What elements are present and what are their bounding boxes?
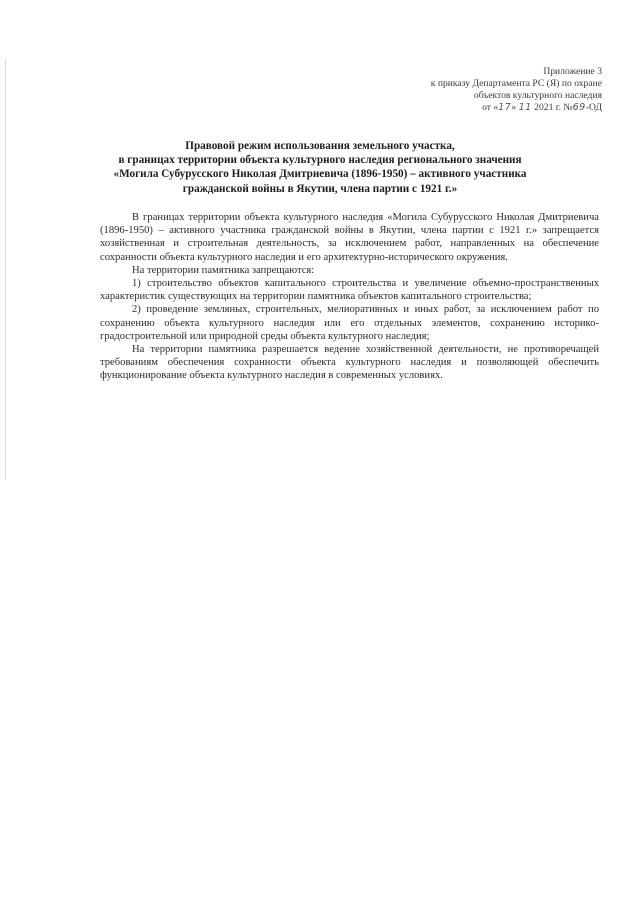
appendix-order-number: 69 <box>572 102 586 113</box>
appendix-line-4 <box>352 102 602 114</box>
title-line-3: «Могила Субурусского Николая Дмитриевича (1896-1950) – активного участника <box>113 168 527 181</box>
title-line-4: гражданской войны в Якутии, члена партии с 1921 г.» <box>182 182 458 195</box>
paragraph-prohibition-1: 1) строительство объектов капитального строительства и увеличение объемно-пространственных характеристик существующих на территории памятника объектов капитального строительства; <box>100 278 599 303</box>
scan-edge-marks <box>5 60 7 480</box>
appendix-date-mid: » <box>511 102 519 113</box>
appendix-header <box>352 66 602 114</box>
appendix-date-prefix: от « <box>482 102 499 113</box>
appendix-date-day: 17 <box>498 102 512 113</box>
appendix-line-3: объектов культурного наследия <box>473 90 602 101</box>
paragraph-prohibitions-intro: На территории памятника запрещаются: <box>132 264 315 276</box>
paragraph-prohibition-2: 2) проведение земляных, строительных, мелиоративных и иных работ, за исключением работ по сохранению объекта культурного наследия или его отдельных элементов, сохранению историко-градостроительной или природной среды объекта культурного наследия; <box>100 304 599 342</box>
appendix-line-1: Приложение 3 <box>543 66 602 77</box>
appendix-line-2: к приказу Департамента РС (Я) по охране <box>430 78 602 89</box>
document-title <box>95 139 545 196</box>
appendix-order-suffix: -ОД <box>585 102 602 113</box>
paragraph-territory-boundaries: В границах территории объекта культурного наследия «Могила Субурусского Николая Дмитриевича (1896-1950) – активного участника гражданской войны в Якутии, члена партии с 1921 г.» запрещается хозяйственная и строительная деятельность, за исключением работ, направленных на обеспечение сохранности объекта культурного наследия и его архитектурно-исторического окружения. <box>100 212 599 263</box>
paragraph-permitted-activity: На территории памятника разрешается ведение хозяйственной деятельности, не противоречащей требованиям обеспечения сохранности объекта культурного наследия и позволяющей обеспечить функционирование объекта культурного наследия в современных условиях. <box>100 344 599 382</box>
appendix-date-year: 2021 г. № <box>531 102 573 113</box>
document-body <box>100 211 599 383</box>
title-line-1: Правовой режим использования земельного участка, <box>185 140 455 152</box>
appendix-date-month: 11 <box>518 102 532 113</box>
title-line-2: в границах территории объекта культурного наследия регионального значения <box>118 154 522 167</box>
